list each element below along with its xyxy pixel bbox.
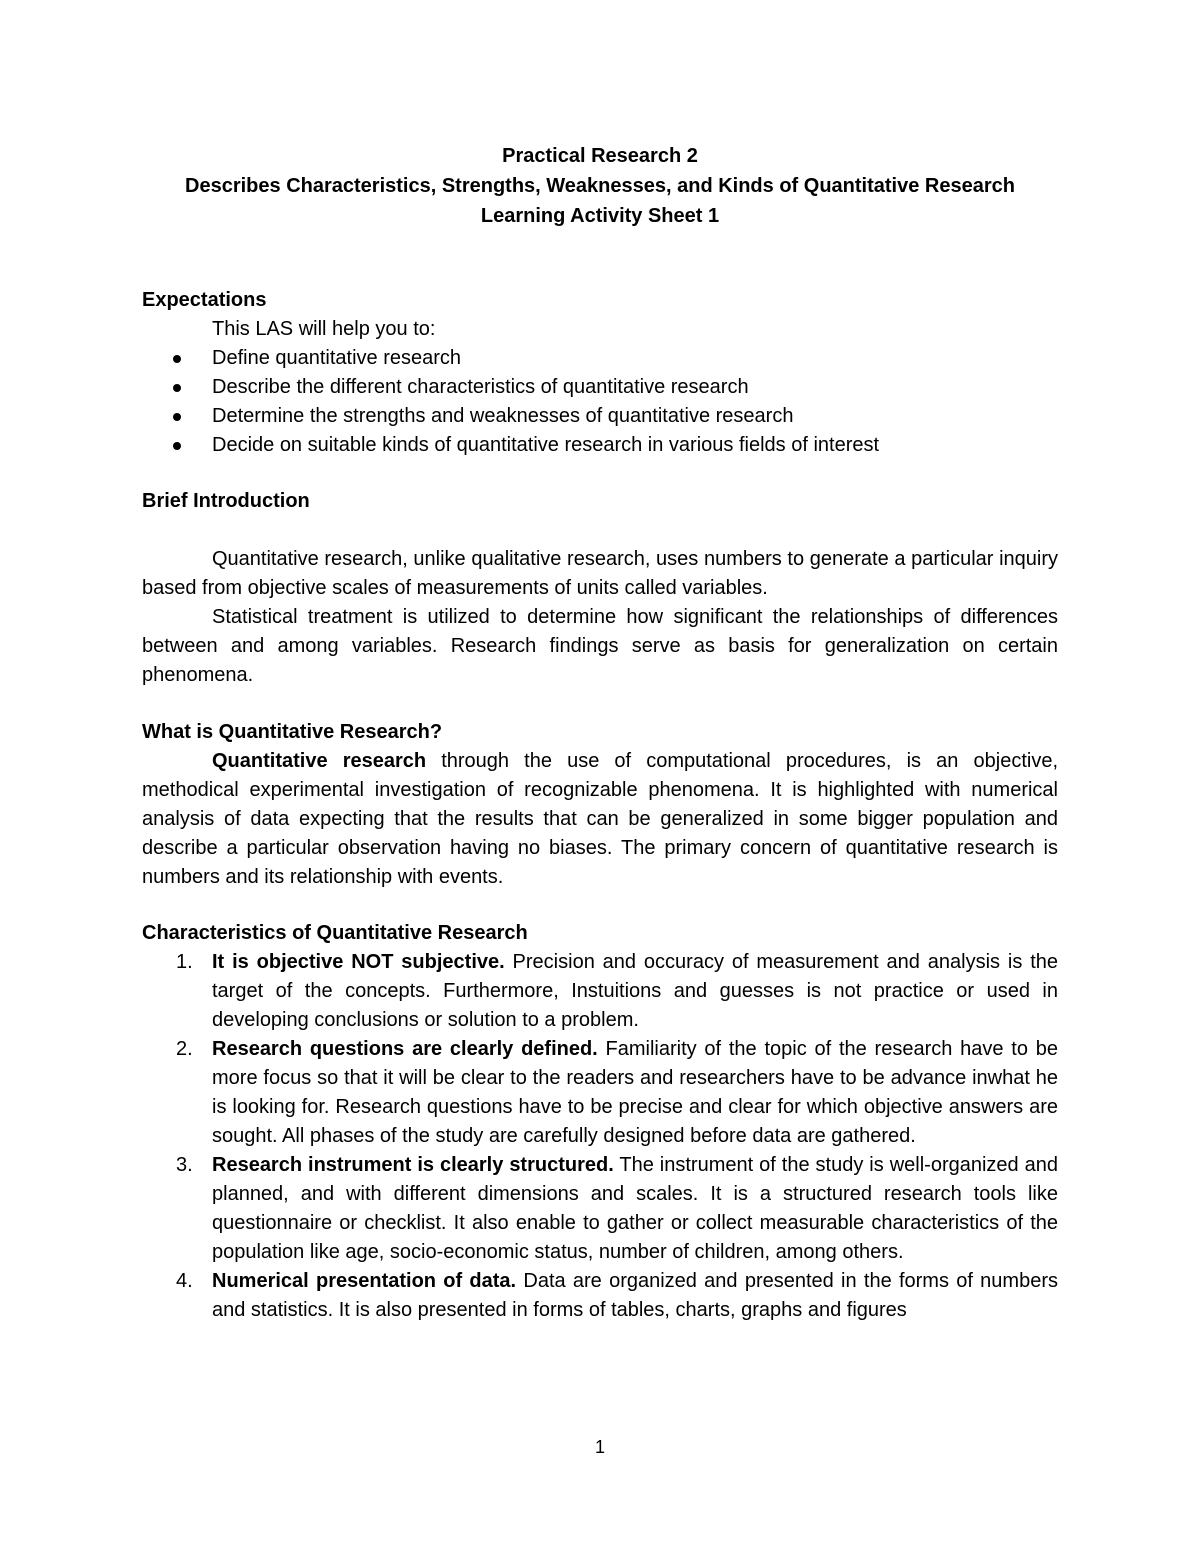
sheet-title: Learning Activity Sheet 1	[480, 205, 720, 227]
item-text: Precision and occuracy of measurement and analysis is the target of the concepts. Furthermore, Instuitions and guesses is not practice or used in developing conclusions or solution to a problem.	[212, 951, 1059, 1031]
bullet-icon	[173, 442, 181, 450]
what-is-bold-lead: Quantitative research	[212, 750, 427, 772]
bullet-text: Describe the different characteristics of quantitative research	[212, 376, 749, 398]
course-title: Practical Research 2	[502, 145, 698, 167]
what-is-section	[142, 718, 1058, 892]
bullet-text: Define quantitative research	[212, 347, 462, 369]
item-text: Familiarity of the topic of the research have to be more focus so that it will be clear to the readers and researchers have to be advance inwhat he is looking for. Research questions have to be precise and clear for which objective answers are sought. All phases of the study are carefully designed before data are gathered.	[212, 1038, 1058, 1147]
list-item	[142, 948, 1058, 1035]
expectations-section	[142, 286, 1058, 460]
item-bold-lead: It is objective NOT subjective.	[212, 951, 505, 973]
list-item	[142, 402, 1058, 431]
list-item	[142, 431, 1058, 460]
topic-title: Describes Characteristics, Strengths, Weaknesses, and Kinds of Quantitative Research	[185, 175, 1015, 197]
list-item	[142, 344, 1058, 373]
brief-introduction-heading: Brief Introduction	[142, 490, 310, 512]
intro-paragraph-1: Quantitative research, unlike qualitative research, uses numbers to generate a particular inquiry based from objective scales of measurements of units called variables.	[142, 548, 1058, 599]
brief-introduction-section	[142, 487, 1058, 690]
intro-paragraph-2: Statistical treatment is utilized to determine how significant the relationships of differences between and among variables. Research findings serve as basis for generalization on certain phenomena.	[142, 606, 1058, 686]
what-is-paragraph	[142, 747, 1058, 892]
bullet-text: Determine the strengths and weaknesses of quantitative research	[212, 405, 794, 427]
characteristics-heading: Characteristics of Quantitative Research	[142, 922, 528, 944]
item-number: 3.	[176, 1154, 193, 1176]
bullet-icon	[173, 384, 181, 392]
item-number: 1.	[176, 951, 193, 973]
expectations-list	[142, 344, 1058, 460]
what-is-body: through the use of computational procedures, is an objective, methodical experimental investigation of recognizable phenomena. It is highlighted with numerical analysis of data expecting that the results that can be generalized in some bigger population and describe a particular observation having no biases. The primary concern of quantitative research is numbers and its relationship with events.	[142, 750, 1059, 888]
list-item	[142, 1151, 1058, 1267]
item-text: The instrument of the study is well-organized and planned, and with different dimensions and scales. It is a structured research tools like questionnaire or checklist. It also enable to gather or collect measurable characteristics of the population like age, socio-economic status, number of children, among others.	[212, 1154, 1058, 1263]
bullet-icon	[173, 413, 181, 421]
item-bold-lead: Research instrument is clearly structured.	[212, 1154, 614, 1176]
document-title	[142, 141, 1058, 231]
expectations-heading: Expectations	[142, 289, 267, 311]
item-bold-lead: Research questions are clearly defined.	[212, 1038, 598, 1060]
item-text: Data are organized and presented in the forms of numbers and statistics. It is also presented in forms of tables, charts, graphs and figures	[212, 1270, 1058, 1321]
page-number: 1	[594, 1437, 605, 1457]
expectations-intro: This LAS will help you to:	[212, 318, 436, 340]
list-item	[142, 1035, 1058, 1151]
characteristics-list	[142, 948, 1058, 1325]
list-item	[142, 373, 1058, 402]
document-page	[142, 141, 1058, 1325]
what-is-heading: What is Quantitative Research?	[142, 721, 443, 743]
bullet-icon	[173, 355, 181, 363]
characteristics-section	[142, 919, 1058, 1325]
item-number: 2.	[176, 1038, 193, 1060]
list-item	[142, 1267, 1058, 1325]
bullet-text: Decide on suitable kinds of quantitative research in various fields of interest	[212, 434, 880, 456]
item-bold-lead: Numerical presentation of data.	[212, 1270, 517, 1292]
item-number: 4.	[176, 1270, 193, 1292]
